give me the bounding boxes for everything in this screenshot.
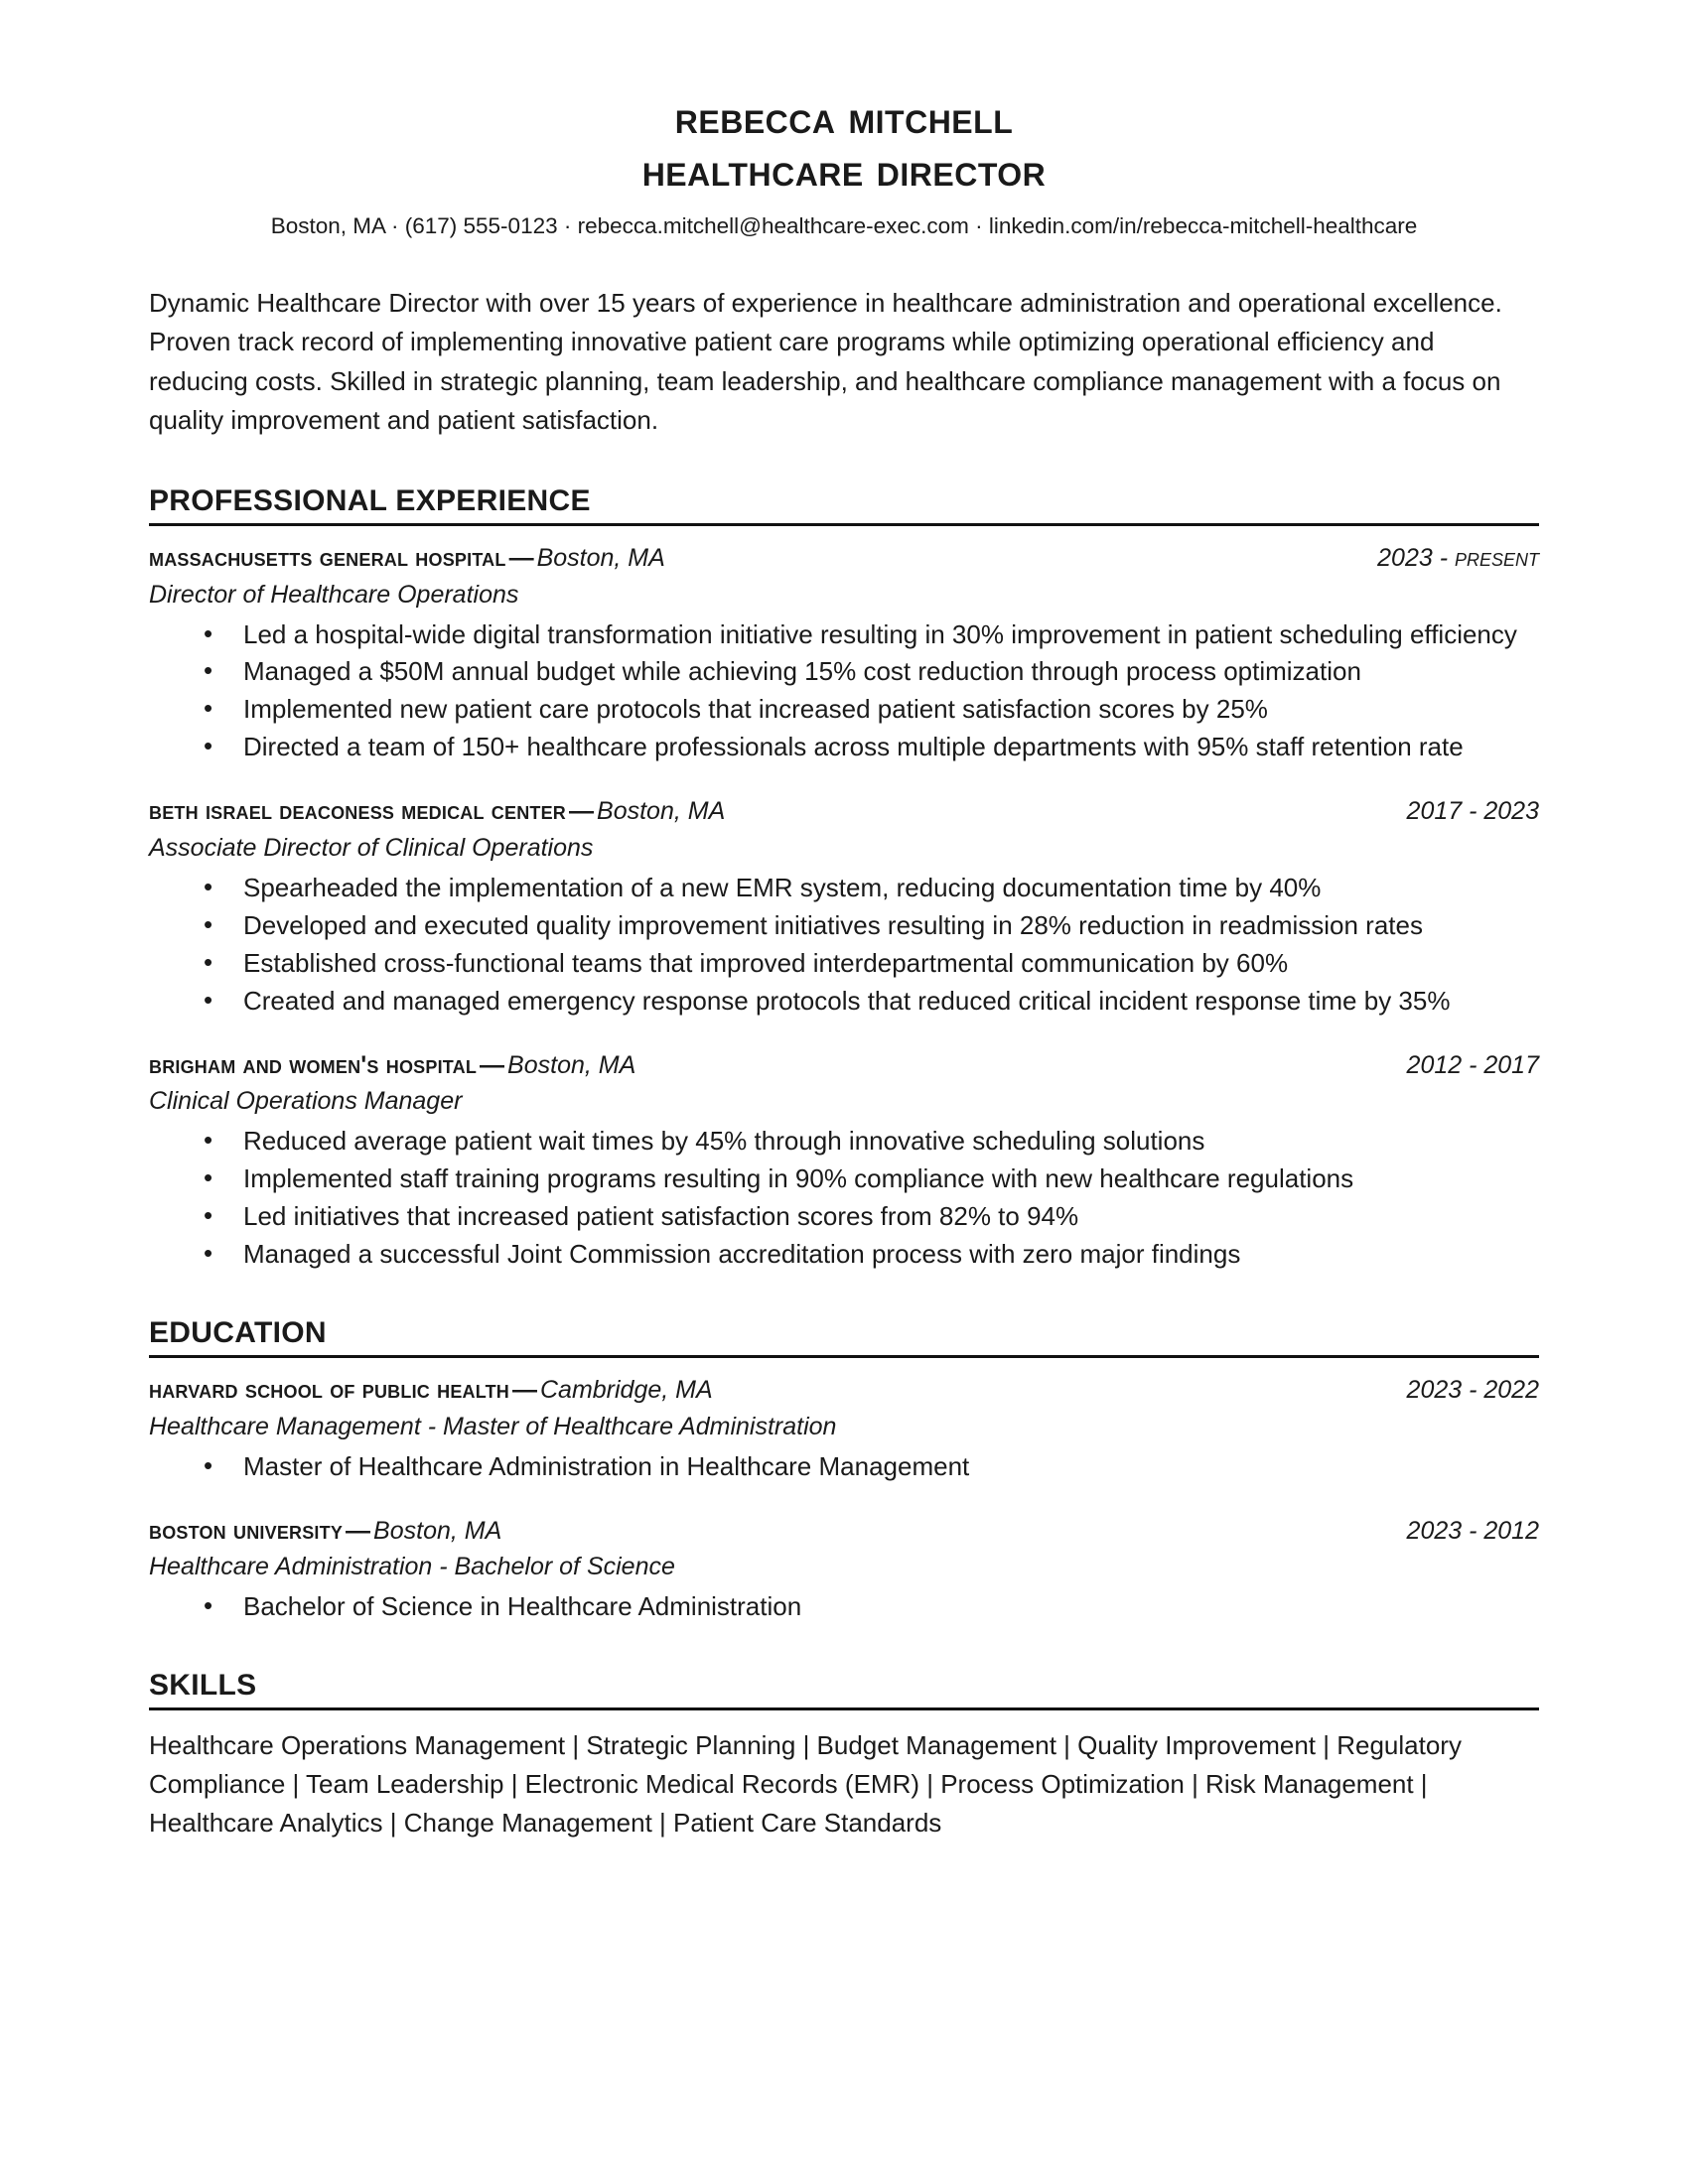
entry-org-line bbox=[149, 1374, 1383, 1408]
section-skills bbox=[149, 1669, 1539, 1843]
entry-header-row bbox=[149, 542, 1539, 576]
section-divider bbox=[149, 1707, 1539, 1710]
section-heading-education: EDUCATION bbox=[149, 1315, 327, 1349]
entry-header-row bbox=[149, 1515, 1539, 1549]
entry-dash: — bbox=[511, 1375, 537, 1404]
professional-summary: Dynamic Healthcare Director with over 15 years of experience in healthcare administration and operational excellence. Proven track record of implementing innovative patient care programs while optimizing operational efficiency and reducing costs. Skilled in strategic planning, team leadership, and healthcare compliance management with a focus on quality improvement and patient satisfaction. bbox=[149, 287, 1502, 436]
education-entry bbox=[149, 1515, 1539, 1626]
entry-dash: — bbox=[508, 543, 534, 572]
entry-dash: — bbox=[346, 1516, 371, 1545]
entry-organization: boston university bbox=[149, 1516, 344, 1545]
candidate-title: healthcare director bbox=[641, 145, 1047, 197]
entry-header-row bbox=[149, 795, 1539, 829]
entry-bullet-list bbox=[149, 1588, 1539, 1625]
entry-header-row bbox=[149, 1049, 1539, 1083]
bullet-item: • Led a hospital-wide digital transformation initiative resulting in 30% improvement in patient scheduling efficiency bbox=[149, 616, 1539, 653]
bullet-item: • Managed a successful Joint Commission accreditation process with zero major findings bbox=[149, 1236, 1539, 1273]
experience-entry bbox=[149, 542, 1539, 765]
entry-organization: harvard school of public health bbox=[149, 1375, 509, 1404]
entry-dates: 2017 - 2023 bbox=[1406, 797, 1539, 826]
entry-organization: massachusetts general hospital bbox=[149, 543, 506, 572]
bullet-item: • Managed a $50M annual budget while achieving 15% cost reduction through process optimization bbox=[149, 653, 1539, 690]
experience-entry bbox=[149, 1049, 1539, 1273]
entry-org-line bbox=[149, 1515, 1383, 1549]
entry-role: Clinical Operations Manager bbox=[149, 1087, 463, 1116]
section-heading-skills: SKILLS bbox=[149, 1669, 257, 1703]
entry-dates: 2023 - 2012 bbox=[1406, 1516, 1539, 1545]
entry-location: Boston, MA bbox=[597, 797, 726, 826]
entry-dash: — bbox=[569, 797, 595, 826]
entry-role: Associate Director of Clinical Operations bbox=[149, 833, 594, 862]
bullet-item: • Developed and executed quality improvement initiatives resulting in 28% reduction in readmission rates bbox=[149, 907, 1539, 944]
entry-location: Cambridge, MA bbox=[539, 1375, 713, 1404]
entry-bullet-list bbox=[149, 870, 1539, 1020]
contact-line: Boston, MA · (617) 555-0123 · rebecca.mitchell@healthcare-exec.com · linkedin.com/in/rebecca-mitchell-healthcare bbox=[270, 213, 1418, 239]
entry-dates: 2023 - 2022 bbox=[1406, 1375, 1539, 1404]
entry-header-row bbox=[149, 1374, 1539, 1408]
entry-bullet-list bbox=[149, 1123, 1539, 1273]
entry-degree: Healthcare Management - Master of Healthcare Administration bbox=[149, 1412, 837, 1440]
entry-bullet-list bbox=[149, 1448, 1539, 1485]
entry-org-line bbox=[149, 1049, 1383, 1083]
bullet-item: • Established cross-functional teams that improved interdepartmental communication by 60% bbox=[149, 945, 1539, 982]
resume-header bbox=[149, 91, 1539, 242]
section-divider bbox=[149, 1355, 1539, 1358]
candidate-name: rebecca mitchell bbox=[674, 92, 1014, 143]
bullet-item: • Spearheaded the implementation of a new EMR system, reducing documentation time by 40% bbox=[149, 870, 1539, 906]
bullet-item: • Directed a team of 150+ healthcare professionals across multiple departments with 95% staff retention rate bbox=[149, 729, 1539, 765]
bullet-item: • Bachelor of Science in Healthcare Administration bbox=[149, 1588, 1539, 1625]
skills-list: Healthcare Operations Management | Strategic Planning | Budget Management | Quality Improvement | Regulatory Compliance | Team Leadership | Electronic Medical Records (EMR) | Process Optimization | Risk Management | Healthcare Analytics | Change Management | Patient Care Standards bbox=[149, 1730, 1462, 1839]
entry-dates: 2012 - 2017 bbox=[1406, 1050, 1539, 1079]
entry-dates: 2023 - present bbox=[1377, 543, 1539, 572]
bullet-item: • Led initiatives that increased patient satisfaction scores from 82% to 94% bbox=[149, 1198, 1539, 1235]
entry-location: Boston, MA bbox=[536, 543, 665, 572]
bullet-item: • Master of Healthcare Administration in Healthcare Management bbox=[149, 1448, 1539, 1485]
section-heading-experience: PROFESSIONAL EXPERIENCE bbox=[149, 483, 591, 517]
education-entry bbox=[149, 1374, 1539, 1485]
entry-organization: brigham and women's hospital bbox=[149, 1050, 478, 1079]
section-divider bbox=[149, 523, 1539, 526]
experience-entry bbox=[149, 795, 1539, 1019]
entry-location: Boston, MA bbox=[373, 1516, 502, 1545]
entry-org-line bbox=[149, 542, 1353, 576]
section-education bbox=[149, 1316, 1539, 1625]
entry-location: Boston, MA bbox=[507, 1050, 636, 1079]
entry-org-line bbox=[149, 795, 1383, 829]
bullet-item: • Implemented new patient care protocols that increased patient satisfaction scores by 25% bbox=[149, 691, 1539, 728]
entry-degree: Healthcare Administration - Bachelor of Science bbox=[149, 1553, 675, 1581]
bullet-item: • Implemented staff training programs resulting in 90% compliance with new healthcare regulations bbox=[149, 1160, 1539, 1197]
bullet-item: • Reduced average patient wait times by 45% through innovative scheduling solutions bbox=[149, 1123, 1539, 1160]
entry-bullet-list bbox=[149, 616, 1539, 766]
section-experience bbox=[149, 484, 1539, 1273]
bullet-item: • Created and managed emergency response protocols that reduced critical incident response time by 35% bbox=[149, 983, 1539, 1020]
entry-organization: beth israel deaconess medical center bbox=[149, 797, 567, 826]
entry-role: Director of Healthcare Operations bbox=[149, 580, 519, 609]
entry-dash: — bbox=[480, 1050, 505, 1079]
